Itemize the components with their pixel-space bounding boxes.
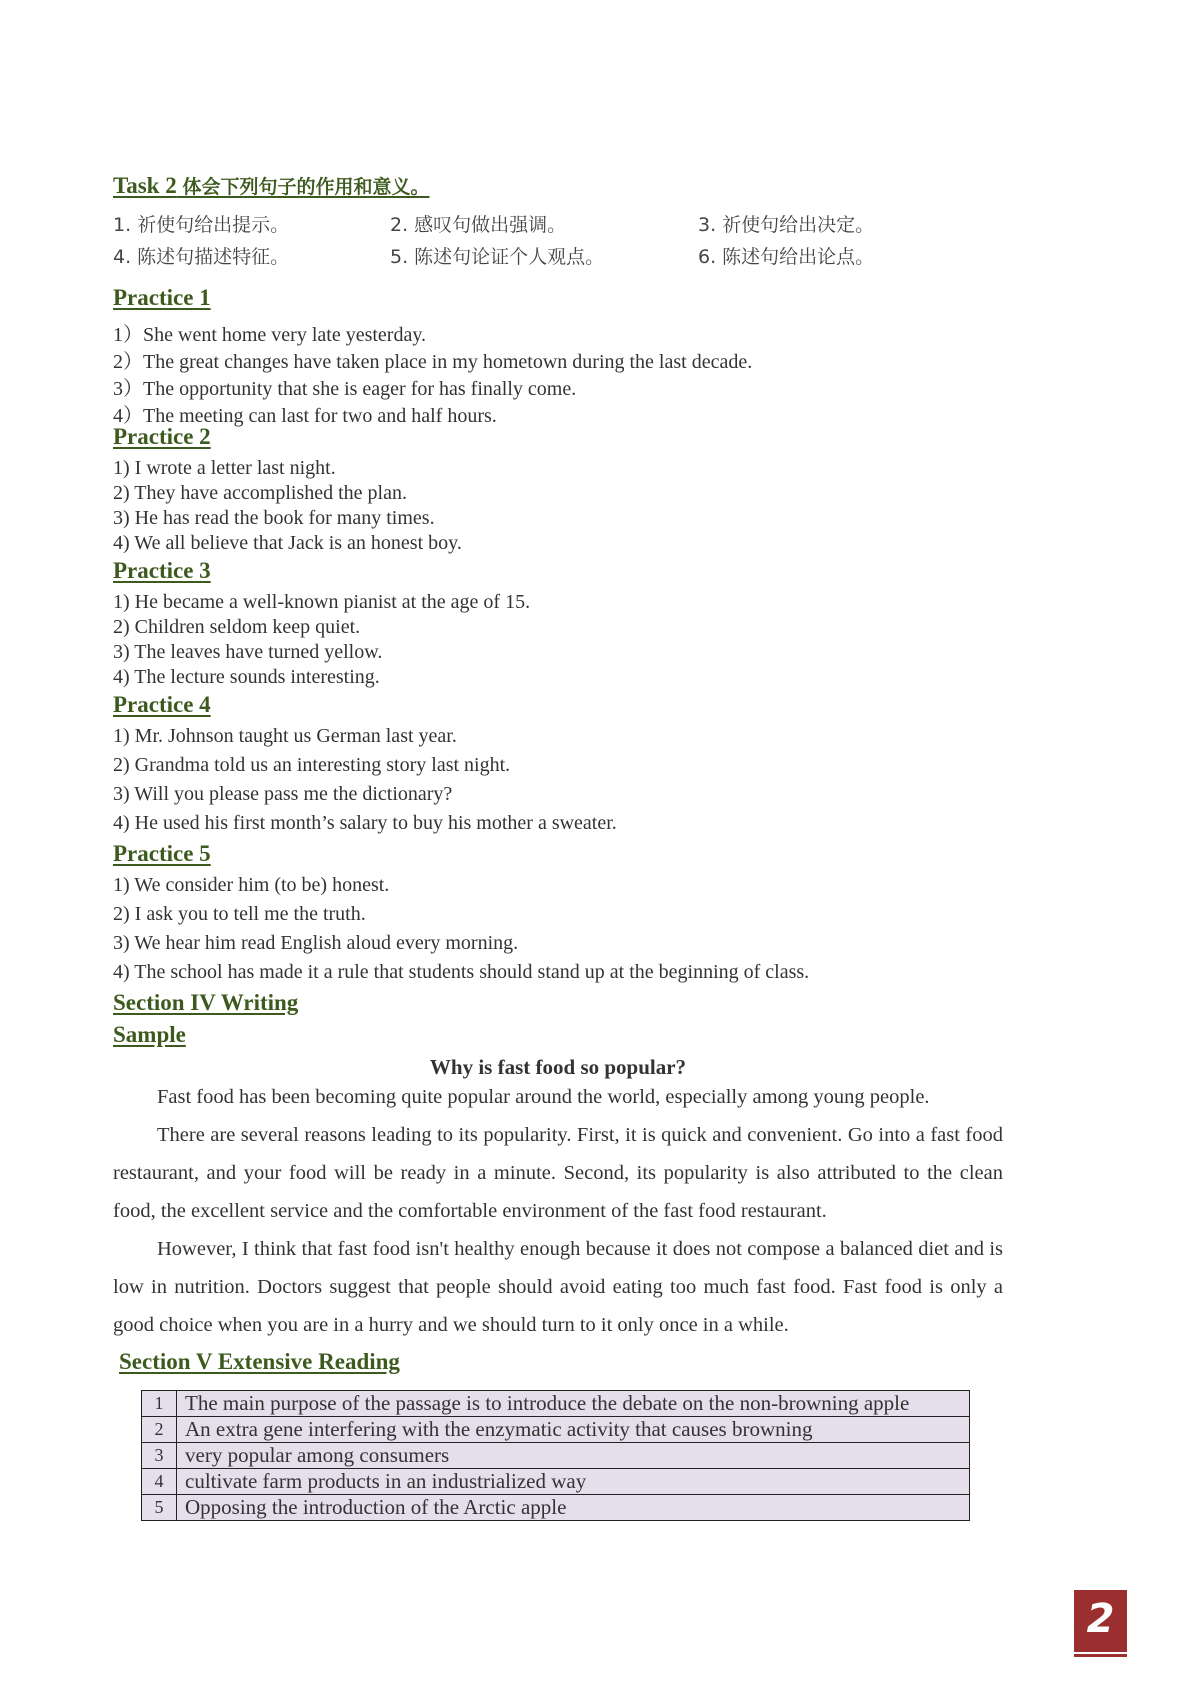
answers-table (141, 1390, 970, 1521)
task2-item: 2. 感叹句做出强调。 (390, 214, 567, 236)
practice4-item: 4) He used his first month’s salary to buy his mother a sweater. (113, 812, 617, 834)
table-row (142, 1495, 970, 1521)
essay-title: Why is fast food so popular? (429, 1055, 687, 1079)
table-row (142, 1417, 970, 1443)
table-row (142, 1443, 970, 1469)
essay-paragraph: Fast food has been becoming quite popular around the world, especially among young people. (157, 1086, 930, 1108)
task2-item: 3. 祈使句给出决定。 (698, 214, 875, 236)
row-answer: An extra gene interfering with the enzymatic activity that causes browning (177, 1417, 970, 1443)
practice3-item: 1) He became a well-known pianist at the age of 15. (113, 591, 531, 613)
practice1-item: 1）She went home very late yesterday. (113, 324, 427, 346)
row-answer: Opposing the introduction of the Arctic apple (177, 1495, 970, 1521)
practice5-item: 2) I ask you to tell me the truth. (113, 903, 366, 925)
practice3-item: 4) The lecture sounds interesting. (113, 666, 380, 688)
practice5-item: 1) We consider him (to be) honest. (113, 874, 390, 896)
section4-heading: Section IV Writing (113, 990, 299, 1015)
essay-paragraph: There are several reasons leading to its popularity. First, it is quick and convenient. Go into a fast food restaurant, and your food will be ready in a minute. Second, its popularity is also attributed to the clean food, the excellent service and the comfortable environment of the fast food restaurant. (113, 1124, 1003, 1222)
practice4-heading: Practice 4 (113, 692, 211, 717)
practice1-item: 2）The great changes have taken place in my hometown during the last decade. (113, 351, 753, 373)
practice1-item: 4）The meeting can last for two and half hours. (113, 405, 497, 427)
practice5-heading: Practice 5 (113, 841, 211, 866)
page-number-underline (1074, 1654, 1127, 1657)
practice2-item: 2) They have accomplished the plan. (113, 482, 407, 504)
practice5-item: 3) We hear him read English aloud every morning. (113, 932, 519, 954)
row-number: 2 (142, 1417, 177, 1443)
row-number: 4 (142, 1469, 177, 1495)
row-answer: very popular among consumers (177, 1443, 970, 1469)
table-row (142, 1469, 970, 1495)
practice4-item: 1) Mr. Johnson taught us German last year. (113, 725, 457, 747)
practice1-item: 3）The opportunity that she is eager for has finally come. (113, 378, 577, 400)
task2-item: 1. 祈使句给出提示。 (113, 214, 290, 236)
practice5-item: 4) The school has made it a rule that students should stand up at the beginning of class. (113, 961, 810, 983)
practice2-heading: Practice 2 (113, 424, 211, 449)
essay-paragraph: However, I think that fast food isn't healthy enough because it does not compose a balanced diet and is low in nutrition. Doctors suggest that people should avoid eating too much fast food. Fast food is only a good choice when you are in a hurry and we should turn to it only once in a while. (113, 1238, 1003, 1336)
row-number: 3 (142, 1443, 177, 1469)
practice3-item: 2) Children seldom keep quiet. (113, 616, 361, 638)
row-answer: cultivate farm products in an industrialized way (177, 1469, 970, 1495)
practice3-heading: Practice 3 (113, 558, 211, 583)
practice1-heading: Practice 1 (113, 285, 211, 310)
task2-item: 5. 陈述句论证个人观点。 (390, 246, 605, 268)
practice2-item: 1) I wrote a letter last night. (113, 457, 336, 479)
page-number-badge: 2 (1074, 1590, 1127, 1652)
practice2-item: 4) We all believe that Jack is an honest boy. (113, 532, 462, 554)
practice4-item: 3) Will you please pass me the dictionary? (113, 783, 453, 805)
task2-heading (113, 172, 430, 199)
task2-label: Task 2 (113, 173, 177, 198)
table-row (142, 1391, 970, 1417)
task2-title: 体会下列句子的作用和意义。 (182, 176, 430, 198)
practice3-item: 3) The leaves have turned yellow. (113, 641, 383, 663)
section5-heading: Section V Extensive Reading (119, 1349, 400, 1374)
practice2-item: 3) He has read the book for many times. (113, 507, 435, 529)
row-number: 1 (142, 1391, 177, 1417)
task2-item: 4. 陈述句描述特征。 (113, 246, 290, 268)
row-answer: The main purpose of the passage is to introduce the debate on the non-browning apple (177, 1391, 970, 1417)
row-number: 5 (142, 1495, 177, 1521)
sample-heading: Sample (113, 1022, 186, 1047)
practice4-item: 2) Grandma told us an interesting story last night. (113, 754, 511, 776)
task2-item: 6. 陈述句给出论点。 (698, 246, 875, 268)
